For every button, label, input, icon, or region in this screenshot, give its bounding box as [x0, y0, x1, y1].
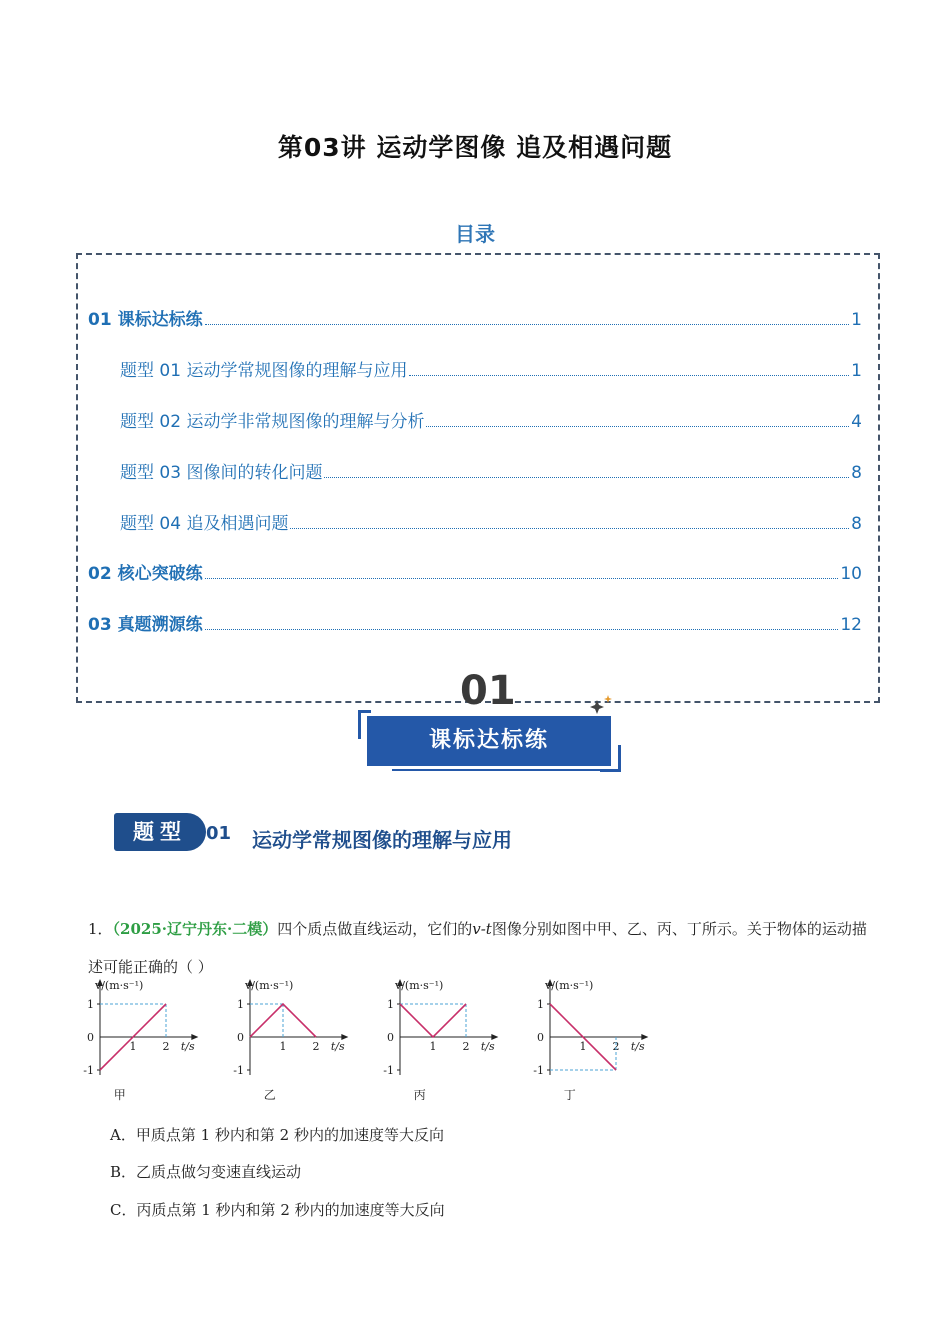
x-tick-label: 1	[279, 1040, 287, 1053]
toc-page: 8	[851, 463, 862, 483]
toc-page: 1	[851, 361, 862, 381]
y-tick-label: 1	[237, 998, 244, 1011]
y-tick-label: 0	[237, 1031, 244, 1044]
banner-frame	[392, 769, 618, 771]
y-tick-label: 1	[87, 998, 94, 1011]
toc-entry[interactable]	[88, 559, 862, 584]
question-source: （2025·辽宁丹东·二模）	[112, 920, 278, 938]
x-axis-label: t/s	[180, 1040, 195, 1053]
x-tick-label: 1	[129, 1040, 137, 1053]
y-tick-label: 0	[537, 1031, 544, 1044]
series-line	[400, 1004, 466, 1037]
y-tick-label: -1	[533, 1064, 544, 1077]
toc-entry[interactable]	[120, 509, 862, 534]
toc-entry[interactable]	[88, 305, 862, 330]
y-tick-label: -1	[233, 1064, 244, 1077]
y-tick-label: 0	[387, 1031, 394, 1044]
question-text: 1．（2025·辽宁丹东·二模）四个质点做直线运动，它们的v-t图像分别如图中甲、乙、丙、丁所示。关于物体的运动描述可能正确的（ ）	[88, 920, 867, 976]
y-tick-label: -1	[83, 1064, 94, 1077]
toc-entry[interactable]	[120, 356, 862, 381]
section-banner: 课标达标练	[367, 716, 611, 766]
tixing-number: 01	[206, 823, 232, 844]
toc-entry[interactable]	[120, 458, 862, 483]
toc-label: 题型 02 运动学非常规图像的理解与分析	[120, 412, 425, 432]
toc-entry[interactable]	[120, 407, 862, 432]
sparkle-icon	[588, 694, 614, 716]
x-axis-label: t/s	[630, 1040, 645, 1053]
toc-label: 题型 01 运动学常规图像的理解与应用	[120, 361, 408, 381]
y-tick-label: 1	[537, 998, 544, 1011]
toc-label: 01 课标达标练	[88, 310, 203, 330]
x-tick-label: 1	[579, 1040, 587, 1053]
option-c[interactable]: C．丙质点第 1 秒内和第 2 秒内的加速度等大反向	[110, 1201, 445, 1219]
toc-heading: 目录	[455, 222, 495, 246]
y-axis-label: v/(m·s⁻¹)	[395, 979, 444, 992]
toc-label: 03 真题溯源练	[88, 615, 203, 635]
x-tick-label: 2	[462, 1040, 470, 1053]
toc-page: 12	[840, 615, 862, 635]
y-axis-label: v/(m·s⁻¹)	[545, 979, 594, 992]
toc-label: 题型 04 追及相遇问题	[120, 514, 289, 534]
graph-name: 甲	[113, 1088, 126, 1102]
tixing-badge: 题型	[114, 813, 206, 851]
graph-name: 乙	[263, 1088, 276, 1102]
section-number: 01	[460, 668, 516, 714]
y-axis-label: v/(m·s⁻¹)	[245, 979, 294, 992]
option-b[interactable]: B．乙质点做匀变速直线运动	[110, 1163, 302, 1181]
question-number: 1．	[88, 920, 113, 938]
toc-label: 题型 03 图像间的转化问题	[120, 463, 323, 483]
x-tick-label: 1	[429, 1040, 437, 1053]
x-tick-label: 2	[162, 1040, 170, 1053]
x-tick-label: 2	[612, 1040, 620, 1053]
toc-entry[interactable]	[88, 610, 862, 635]
toc-page: 8	[851, 514, 862, 534]
vt-graphs	[0, 975, 950, 1105]
x-axis-label: t/s	[480, 1040, 495, 1053]
toc-label: 02 核心突破练	[88, 564, 203, 584]
graph-name: 丁	[563, 1088, 576, 1102]
option-a[interactable]: A．甲质点第 1 秒内和第 2 秒内的加速度等大反向	[110, 1126, 444, 1144]
toc-page: 10	[840, 564, 862, 584]
x-tick-label: 2	[312, 1040, 320, 1053]
toc-box	[76, 253, 880, 703]
toc-page: 1	[851, 310, 862, 330]
y-tick-label: 1	[387, 998, 394, 1011]
y-tick-label: -1	[383, 1064, 394, 1077]
toc-page: 4	[851, 412, 862, 432]
y-axis-label: v/(m·s⁻¹)	[95, 979, 144, 992]
tixing-title: 运动学常规图像的理解与应用	[252, 828, 512, 852]
x-axis-label: t/s	[330, 1040, 345, 1053]
page-title: 第03讲 运动学图像 追及相遇问题	[277, 133, 673, 162]
y-tick-label: 0	[87, 1031, 94, 1044]
graph-name: 丙	[413, 1088, 426, 1102]
